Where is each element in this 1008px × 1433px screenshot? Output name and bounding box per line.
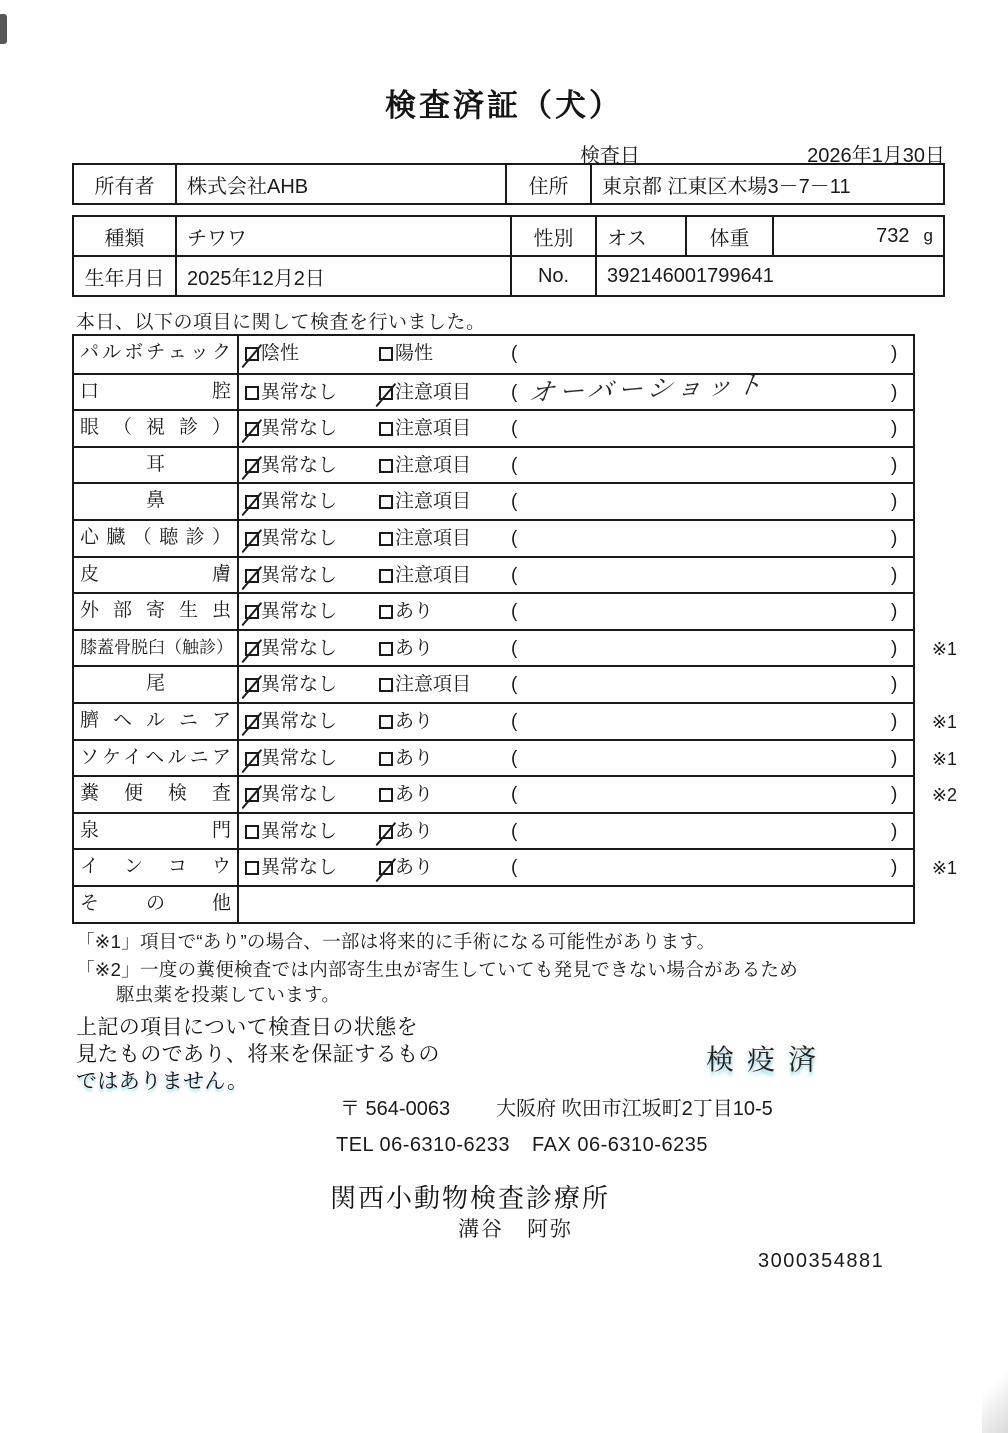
checkbox-icon [379,569,393,583]
checkbox-checked-icon [379,861,393,875]
species-value: チワワ [177,217,512,255]
checklist-item-label: 皮膚 [74,558,239,593]
checkbox-icon [245,386,259,400]
check-slash-icon [241,675,262,700]
option-label: 注意項目 [395,527,472,549]
checklist-item-label: 耳 [74,448,239,483]
option-label: 注意項目 [395,418,472,440]
option-label: 異常なし [261,674,338,696]
option-second [379,631,433,668]
sex-value: オス [597,217,687,255]
checklist-item-options [239,594,913,629]
checklist-row [74,370,913,410]
option-second [379,594,433,631]
option-label: 注意項目 [395,674,472,696]
checkbox-checked-icon [245,532,259,546]
paren-open: ( [511,747,518,769]
option-second [379,411,471,448]
checkbox-icon [379,422,393,436]
disclaimer-line-2: 見たものであり、将来を保証するもの [76,1043,440,1066]
checkbox-checked-icon [245,459,259,473]
checkbox-icon [379,678,393,692]
check-slash-icon [241,602,262,627]
paren-open: ( [511,601,518,623]
footnote-2: 「※2」一度の糞便検査では内部寄生虫が寄生していても発見できない場合があるため [76,959,798,980]
checklist-item-label: 眼（視診） [74,411,239,446]
option-label: 注意項目 [395,564,472,586]
check-slash-icon [375,822,396,847]
footnote-mark: ※1 [931,711,957,732]
option-label: 異常なし [261,527,338,549]
option-label: 異常なし [261,710,338,732]
option-label: 異常なし [261,747,338,769]
birth-label: 生年月日 [74,257,177,295]
checklist-item-label: 泉門 [74,814,239,849]
address-label: 住所 [507,165,592,203]
paren-open: ( [511,857,518,879]
checklist-item-label: インコウ [74,850,239,885]
check-slash-icon [241,639,262,664]
paren-open: ( [511,381,518,403]
option-second [379,777,433,814]
checklist-row [74,336,913,373]
checklist-item-options [239,558,913,593]
checklist-item-label: 口腔 [74,375,239,410]
clinic-name: 関西小動物検査診療所 [330,1183,611,1213]
option-label: 異常なし [261,381,338,403]
checklist-row [74,812,913,849]
option-label: 異常なし [261,418,338,440]
paren-open: ( [511,674,518,696]
checkbox-checked-icon [245,422,259,436]
checklist-item-options [239,850,913,885]
scan-artifact-corner [982,1313,1008,1433]
paren-open: ( [511,418,518,440]
disclaimer-line-1: 上記の項目について検査日の状態を [76,1016,418,1039]
option-second [379,850,433,887]
checklist-row [74,702,957,739]
checklist-table [72,334,957,924]
option-label: 注意項目 [395,491,472,513]
checklist-item-options [239,448,913,483]
option-label: あり [395,601,434,623]
checklist-item-label: 鼻 [74,484,239,519]
paren-open: ( [511,710,518,732]
option-first [245,558,337,595]
exam-date-label: 検査日 [580,145,640,167]
checkbox-icon [379,642,393,656]
paren-close: ) [891,637,898,659]
weight-value: 732 [876,224,910,247]
checkbox-icon [379,788,393,802]
option-label: 注意項目 [395,381,472,403]
check-slash-icon [241,419,262,444]
paren-close: ) [891,674,898,696]
option-second [379,375,471,412]
option-first [245,484,337,521]
option-first [245,521,337,558]
checklist-item-options [239,777,913,812]
checklist-item-label: 外部寄生虫 [74,594,239,629]
option-label: 異常なし [261,601,338,623]
option-first [245,777,337,814]
option-second [379,558,471,595]
weight-unit: g [923,226,933,245]
clinic-telfax [336,1134,708,1157]
footnote-mark: ※1 [931,748,957,769]
checkbox-icon [379,715,393,729]
footnote-mark: ※2 [931,785,957,806]
check-slash-icon [241,748,262,773]
checkbox-icon [379,495,393,509]
paren-open: ( [511,454,518,476]
footnote-mark: ※1 [931,858,957,879]
paren-close: ) [891,418,898,440]
check-slash-icon [241,565,262,590]
clinic-address: 大阪府 吹田市江坂町2丁目10-5 [496,1098,773,1120]
checklist-item-label: 臍ヘルニア [74,704,239,739]
checkbox-checked-icon [245,347,259,361]
checklist-item-label: その他 [74,887,239,922]
check-slash-icon [375,858,396,883]
address-value: 東京都 江東区木場3－7－11 [602,175,851,198]
checklist-item-options [239,741,913,776]
checkbox-icon [379,752,393,766]
checklist-item-options [239,336,913,373]
checkbox-checked-icon [245,678,259,692]
paren-open: ( [511,784,518,806]
checklist-item-label: 尾 [74,667,239,702]
checklist-row [74,409,913,446]
option-second [379,667,471,704]
no-value: 392146001799641 [607,264,774,287]
checklist-item-options [239,484,913,519]
checklist-item-options [239,370,913,410]
checkbox-checked-icon [245,605,259,619]
paren-open: ( [511,343,518,364]
checklist-row [74,775,957,812]
option-first [245,704,337,741]
checkbox-checked-icon [245,715,259,729]
page-title: 検査済証（犬） [385,88,623,123]
paren-close: ) [891,381,898,403]
disclaimer-line-3: ではありません。 [76,1070,249,1093]
checklist-item-label: パルボチェック [74,336,239,373]
option-first [245,850,337,887]
veterinarian-name: 溝谷 阿弥 [458,1218,573,1241]
checklist-row [74,519,913,556]
check-slash-icon [241,712,262,737]
checkbox-icon [379,347,393,361]
option-label: 異常なし [261,454,338,476]
check-slash-icon [375,383,396,408]
checkbox-icon [245,861,259,875]
paren-close: ) [891,710,898,732]
paren-open: ( [511,637,518,659]
paren-close: ) [891,343,898,364]
option-first [245,411,337,448]
option-second [379,814,433,851]
checklist-item-label: 糞便検査 [74,777,239,812]
checkbox-checked-icon [379,386,393,400]
checkbox-icon [379,459,393,473]
checklist-row [74,629,957,666]
check-slash-icon [241,344,262,369]
paren-close: ) [891,564,898,586]
paren-open: ( [511,564,518,586]
check-slash-icon [241,529,262,554]
checklist-item-label: ソケイヘルニア [74,741,239,776]
checkbox-checked-icon [245,495,259,509]
clinic-fax: FAX 06-6310-6235 [532,1134,708,1156]
paren-close: ) [891,454,898,476]
checklist-row [74,848,957,885]
sex-label: 性別 [512,217,597,255]
option-second [379,521,471,558]
paren-close: ) [891,857,898,879]
option-label: 異常なし [261,637,338,659]
option-first [245,336,299,373]
checklist-item-options [239,411,913,446]
option-label: あり [395,637,434,659]
paren-close: ) [891,527,898,549]
paren-close: ) [891,601,898,623]
checkbox-icon [379,605,393,619]
serial-number: 3000354881 [758,1250,885,1272]
paren-close: ) [891,820,898,842]
footnote-2-cont: 駆虫薬を投薬しています。 [116,984,341,1005]
option-label: 異常なし [261,564,338,586]
option-second [379,741,433,778]
option-label: 陽性 [395,343,434,364]
checklist-row [74,739,957,776]
checklist-intro: 本日、以下の項目に関して検査を行いました。 [76,312,486,333]
quarantine-stamp: 検疫済 [706,1044,830,1075]
option-first [245,594,337,631]
option-second [379,704,433,741]
checklist-row [74,592,913,629]
checklist-row [74,446,913,483]
paren-close: ) [891,747,898,769]
birth-value: 2025年12月2日 [177,257,512,295]
footnote-mark: ※1 [931,638,957,659]
option-first [245,667,337,704]
clinic-postal-address [340,1092,773,1121]
owner-table [72,163,945,205]
check-slash-icon [241,785,262,810]
option-first [245,448,337,485]
option-label: 陰性 [261,343,300,364]
checkbox-checked-icon [245,752,259,766]
owner-row [74,165,943,203]
option-second [379,336,433,373]
exam-date-value: 2026年1月30日 [807,145,945,167]
checklist-item-options [239,814,913,849]
checklist-item-options [239,704,913,739]
checkbox-checked-icon [245,788,259,802]
option-label: 異常なし [261,820,338,842]
clinic-postal: 〒 564-0063 [340,1098,451,1120]
clinic-tel: TEL 06-6310-6233 [336,1134,511,1156]
pet-table [72,215,945,297]
paren-open: ( [511,820,518,842]
option-first [245,631,337,668]
paren-close: ) [891,491,898,513]
checkbox-checked-icon [379,825,393,839]
checkbox-icon [245,825,259,839]
option-label: 異常なし [261,491,338,513]
option-label: 注意項目 [395,454,472,476]
birth-row [74,255,943,295]
checkbox-checked-icon [245,642,259,656]
checklist-row [74,482,913,519]
check-slash-icon [241,492,262,517]
checklist-item-label: 心臓（聴診） [74,521,239,556]
option-second [379,448,471,485]
option-label: あり [395,747,434,769]
option-label: あり [395,820,434,842]
footnote-1: 「※1」項目で“あり”の場合、一部は将来的に手術になる可能性があります。 [76,931,716,952]
checklist-item-options [239,521,913,556]
species-label: 種類 [74,217,177,255]
owner-value: 株式会社AHB [177,165,507,203]
no-label: No. [512,257,597,295]
checklist-row [74,665,913,702]
paren-close: ) [891,784,898,806]
option-label: あり [395,710,434,732]
option-label: あり [395,784,434,806]
checklist-item-label: 膝蓋骨脱臼（触診） [74,631,239,666]
checklist-row [74,556,913,593]
checklist-item-options [239,667,913,702]
handwritten-note: オーバーショット [527,370,769,407]
checklist-item-options [239,887,913,922]
paren-open: ( [511,491,518,513]
checkbox-checked-icon [245,569,259,583]
owner-label: 所有者 [74,165,177,203]
option-label: 異常なし [261,857,338,879]
weight-label: 体重 [687,217,774,255]
paren-open: ( [511,527,518,549]
option-first [245,741,337,778]
checkbox-icon [379,532,393,546]
species-row [74,217,943,255]
checklist-item-options [239,631,913,666]
option-label: あり [395,857,434,879]
option-label: 異常なし [261,784,338,806]
checklist-row [74,885,913,922]
scan-artifact-smudge [0,14,7,44]
option-first [245,375,337,412]
option-second [379,484,471,521]
option-first [245,814,337,851]
check-slash-icon [241,456,262,481]
